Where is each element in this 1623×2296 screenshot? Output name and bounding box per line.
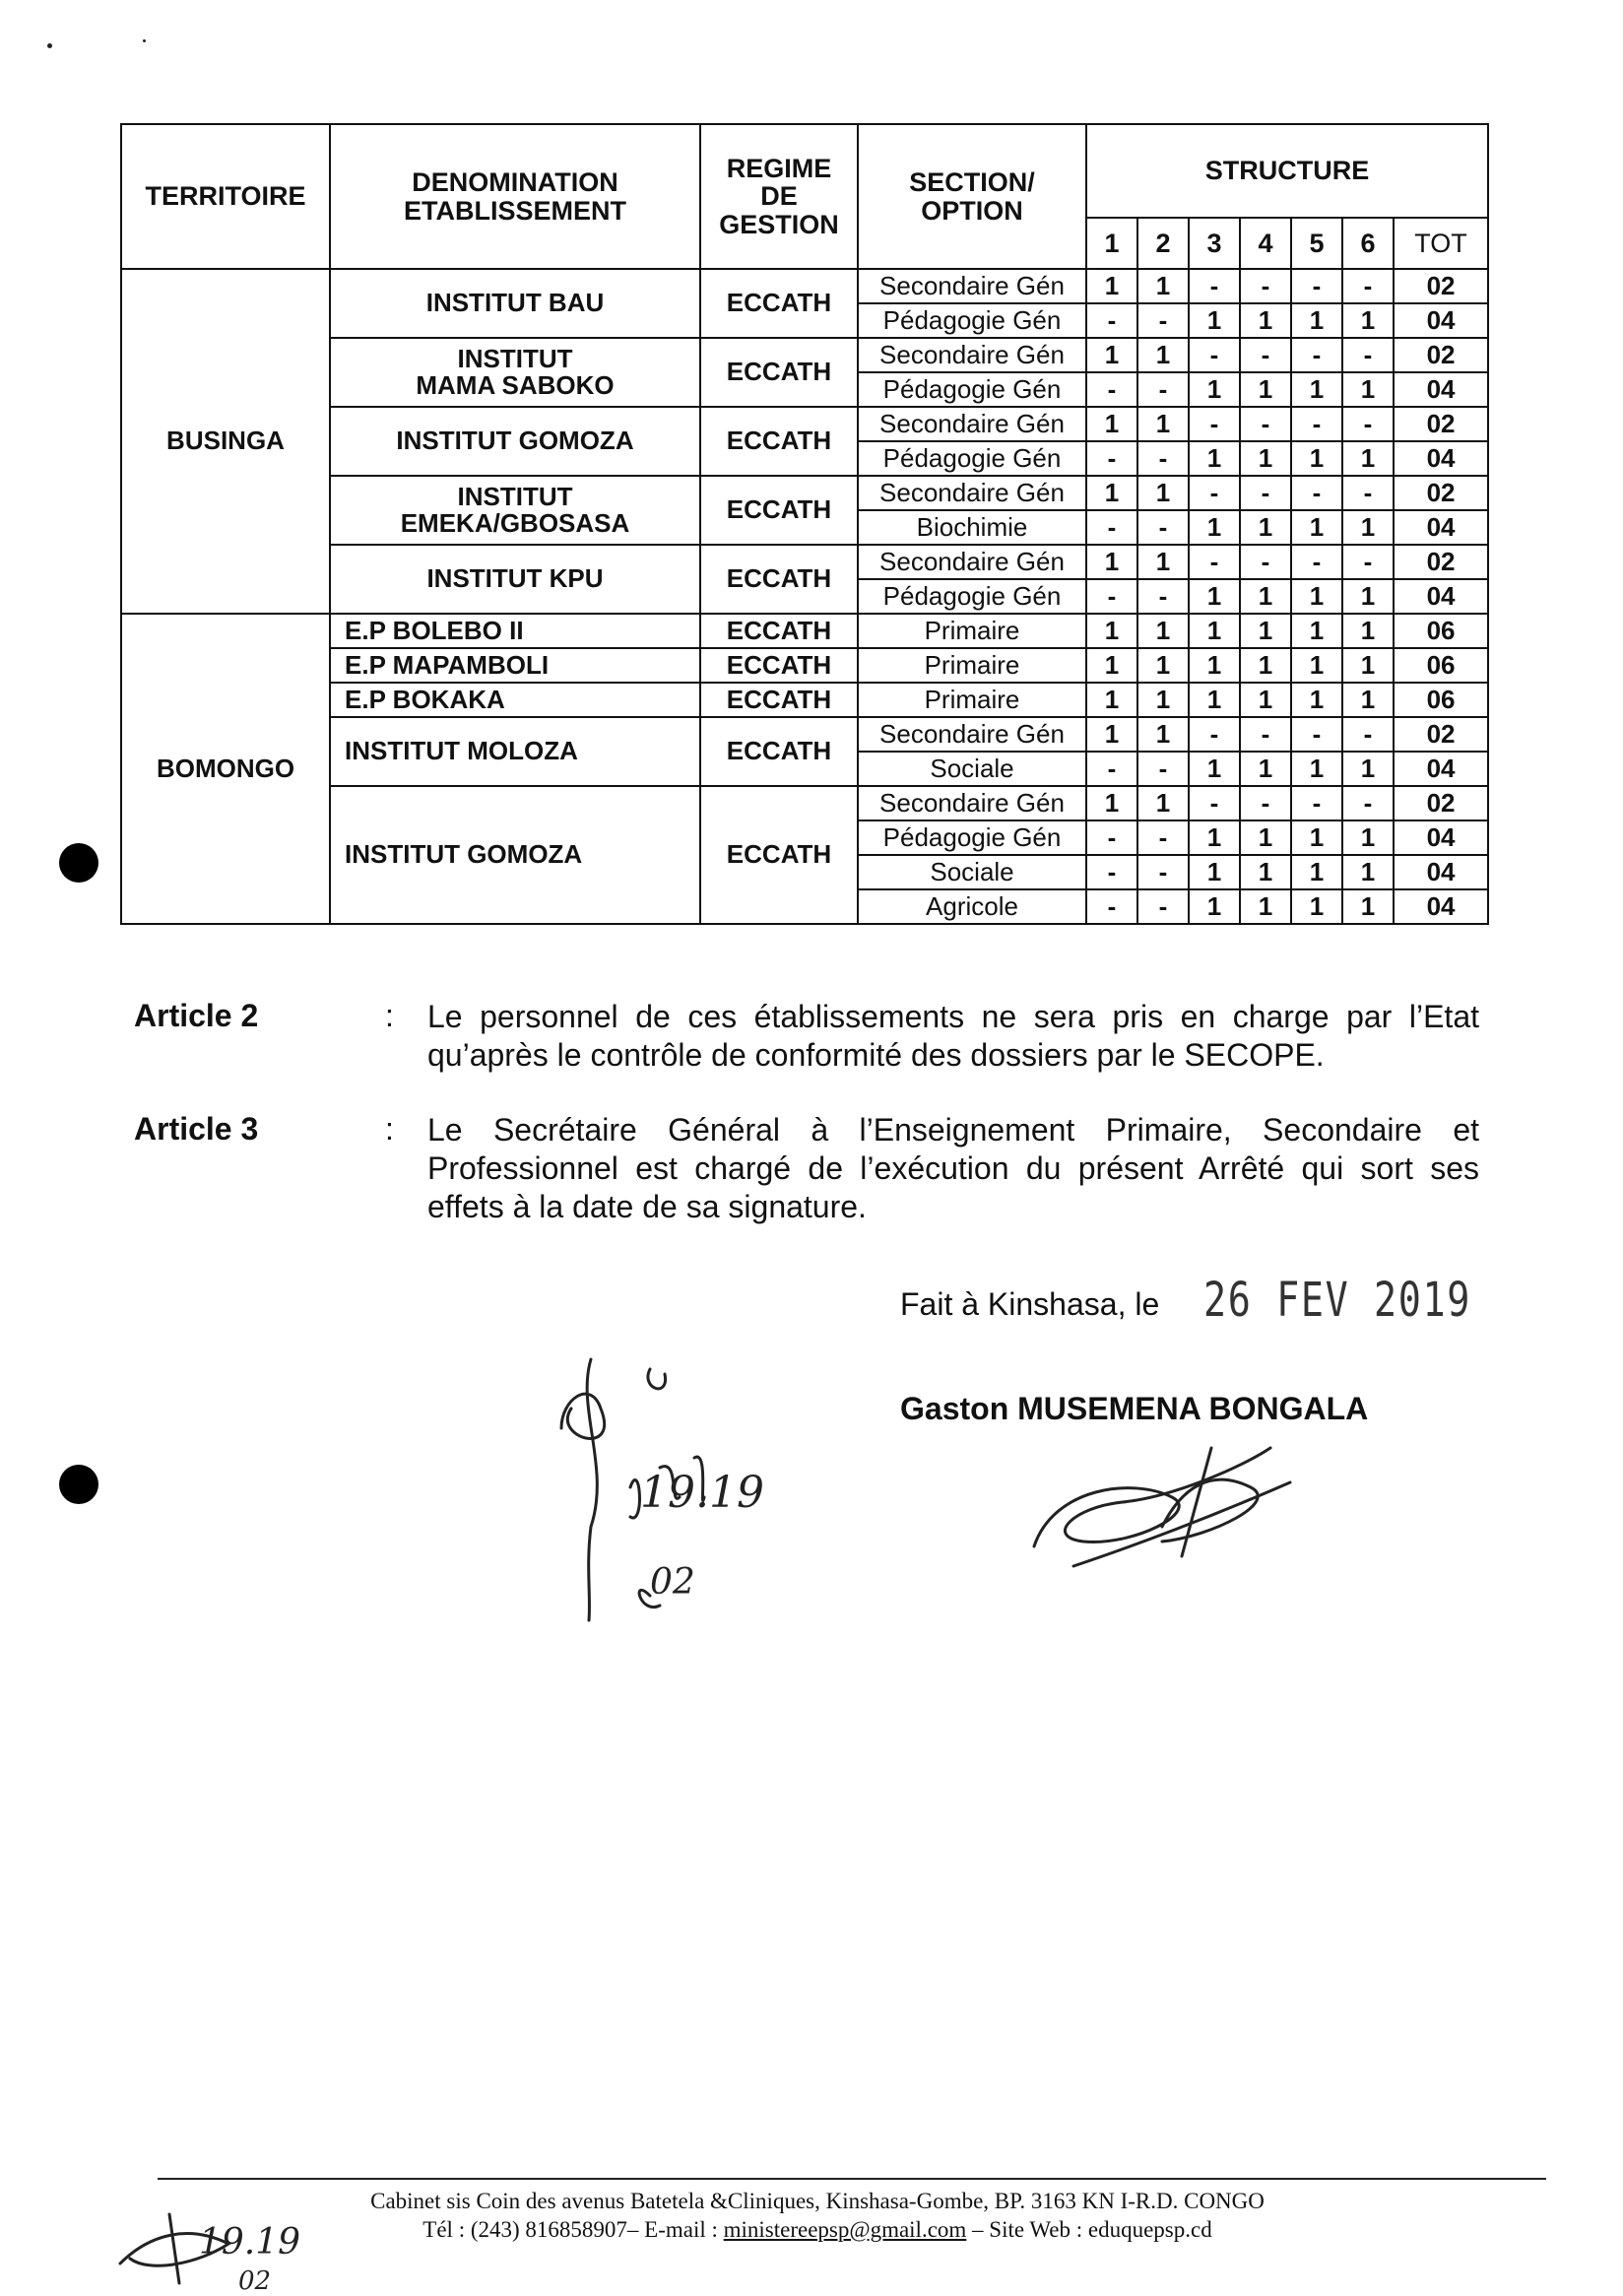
class-count-cell: 1 (1086, 717, 1137, 752)
total-cell: 04 (1394, 441, 1488, 476)
class-count-cell: 1 (1342, 648, 1394, 683)
class-count-cell: 1 (1189, 614, 1240, 648)
class-count-cell: 1 (1189, 752, 1240, 786)
class-count-cell: 1 (1086, 614, 1137, 648)
class-count-cell: - (1086, 820, 1137, 855)
class-count-cell: - (1137, 820, 1189, 855)
header-class: 5 (1291, 218, 1342, 269)
section-cell: Pédagogie Gén (858, 372, 1086, 407)
school-name-cell (330, 683, 700, 717)
class-count-cell: - (1189, 338, 1240, 372)
class-count-cell: 1 (1342, 752, 1394, 786)
footer-address: Cabinet sis Coin des avenus Batetela &Cliniques, Kinshasa-Gombe, BP. 3163 KN I-R.D. CONGO (370, 2189, 1265, 2213)
school-name-line: INSTITUT GOMOZA (345, 839, 583, 870)
class-count-cell: 1 (1086, 648, 1137, 683)
article-colon: : (385, 1111, 394, 1147)
class-count-cell: - (1291, 269, 1342, 303)
footer-website: – Site Web : eduquepsp.cd (966, 2217, 1212, 2242)
class-count-cell: 1 (1291, 683, 1342, 717)
section-cell: Secondaire Gén (858, 545, 1086, 579)
regime-cell: ECCATH (700, 338, 858, 407)
class-count-cell: - (1086, 441, 1137, 476)
section-cell: Biochimie (858, 510, 1086, 545)
total-cell: 02 (1394, 545, 1488, 579)
footer-email-link[interactable]: ministereepsp@gmail.com (723, 2217, 967, 2242)
total-cell: 02 (1394, 338, 1488, 372)
class-count-cell: - (1291, 338, 1342, 372)
class-count-cell: 1 (1240, 683, 1291, 717)
class-count-cell: 1 (1086, 407, 1137, 441)
total-cell: 04 (1394, 372, 1488, 407)
class-count-cell: 1 (1137, 786, 1189, 820)
class-count-cell: 1 (1240, 303, 1291, 338)
class-count-cell: 1 (1342, 683, 1394, 717)
class-count-cell: - (1189, 786, 1240, 820)
total-cell: 04 (1394, 303, 1488, 338)
class-count-cell: 1 (1137, 683, 1189, 717)
total-cell: 02 (1394, 476, 1488, 510)
handwritten-note: 19.19 (199, 2222, 301, 2263)
class-count-cell: - (1137, 579, 1189, 614)
class-count-cell: - (1342, 717, 1394, 752)
class-count-cell: 1 (1189, 510, 1240, 545)
regime-cell: ECCATH (700, 545, 858, 614)
table-body (121, 269, 1488, 924)
section-cell: Pédagogie Gén (858, 303, 1086, 338)
section-cell: Agricole (858, 889, 1086, 924)
class-count-cell: - (1189, 717, 1240, 752)
class-count-cell: 1 (1342, 889, 1394, 924)
regime-cell: ECCATH (700, 717, 858, 786)
school-name-line: INSTITUT (457, 343, 573, 373)
section-cell: Pédagogie Gén (858, 441, 1086, 476)
class-count-cell: 1 (1342, 579, 1394, 614)
total-cell: 04 (1394, 752, 1488, 786)
school-name-line: E.P BOLEBO II (345, 615, 524, 645)
header-class: 3 (1189, 218, 1240, 269)
class-count-cell: 1 (1189, 889, 1240, 924)
class-count-cell: - (1291, 407, 1342, 441)
header-regime-line: REGIME (726, 153, 832, 183)
class-count-cell: 1 (1291, 752, 1342, 786)
class-count-cell: - (1240, 545, 1291, 579)
class-count-cell: - (1137, 889, 1189, 924)
school-name-line: E.P BOKAKA (345, 684, 505, 714)
class-count-cell: - (1240, 717, 1291, 752)
school-name-line: E.P MAPAMBOLI (345, 649, 550, 680)
article-label: Article 3 (134, 1111, 259, 1147)
class-count-cell: - (1086, 372, 1137, 407)
class-count-cell: 1 (1240, 579, 1291, 614)
class-count-cell: - (1137, 303, 1189, 338)
section-cell: Primaire (858, 614, 1086, 648)
class-count-cell: 1 (1137, 717, 1189, 752)
place-date-line: Fait à Kinshasa, le (900, 1286, 1160, 1322)
school-name-line: INSTITUT GOMOZA (396, 426, 634, 456)
territoire-cell: BOMONGO (121, 614, 330, 924)
class-count-cell: 1 (1086, 683, 1137, 717)
total-cell: 02 (1394, 407, 1488, 441)
class-count-cell: 1 (1291, 820, 1342, 855)
footer-contact (295, 2215, 1339, 2244)
class-count-cell: 1 (1137, 407, 1189, 441)
class-count-cell: - (1137, 752, 1189, 786)
class-count-cell: 1 (1086, 269, 1137, 303)
total-cell: 04 (1394, 855, 1488, 889)
section-cell: Secondaire Gén (858, 338, 1086, 372)
school-name-cell (330, 407, 700, 476)
total-cell: 06 (1394, 683, 1488, 717)
header-territoire: TERRITOIRE (121, 124, 330, 269)
class-count-cell: 1 (1189, 441, 1240, 476)
school-name-cell (330, 648, 700, 683)
total-cell: 04 (1394, 820, 1488, 855)
class-count-cell: - (1240, 476, 1291, 510)
article-text: Le Secrétaire Général à l’Enseignement Primaire, Secondaire et Professionnel est chargé de l’exécution du présent Arrêté qui sort ses effets à la date de sa signature. (427, 1112, 1479, 1224)
class-count-cell: 1 (1342, 372, 1394, 407)
class-count-cell: 1 (1189, 303, 1240, 338)
school-name-cell (330, 786, 700, 924)
total-cell: 02 (1394, 717, 1488, 752)
section-cell: Secondaire Gén (858, 786, 1086, 820)
class-count-cell: 1 (1291, 614, 1342, 648)
regime-cell: ECCATH (700, 786, 858, 924)
scan-speck (143, 39, 146, 42)
class-count-cell: - (1342, 786, 1394, 820)
signature-scribble (1014, 1428, 1320, 1606)
regime-cell: ECCATH (700, 269, 858, 338)
class-count-cell: - (1086, 752, 1137, 786)
class-count-cell: 1 (1086, 338, 1137, 372)
school-name-cell (330, 717, 700, 786)
class-count-cell: - (1342, 476, 1394, 510)
article-colon: : (385, 998, 394, 1033)
regime-cell: ECCATH (700, 683, 858, 717)
class-count-cell: 1 (1086, 476, 1137, 510)
section-cell: Secondaire Gén (858, 476, 1086, 510)
class-count-cell: 1 (1240, 820, 1291, 855)
class-count-cell: 1 (1342, 510, 1394, 545)
signatory-name: Gaston MUSEMENA BONGALA (900, 1391, 1369, 1426)
class-count-cell: 1 (1342, 820, 1394, 855)
class-count-cell: 1 (1240, 372, 1291, 407)
school-name-cell (330, 545, 700, 614)
class-count-cell: - (1291, 476, 1342, 510)
class-count-cell: 1 (1240, 614, 1291, 648)
total-cell: 02 (1394, 269, 1488, 303)
regime-cell: ECCATH (700, 648, 858, 683)
class-count-cell: 1 (1291, 855, 1342, 889)
class-count-cell: 1 (1137, 476, 1189, 510)
table-row (121, 614, 1488, 648)
regime-cell: ECCATH (700, 407, 858, 476)
class-count-cell: - (1137, 441, 1189, 476)
total-cell: 04 (1394, 889, 1488, 924)
class-count-cell: 1 (1137, 648, 1189, 683)
binder-hole (59, 1465, 98, 1504)
section-cell: Pédagogie Gén (858, 820, 1086, 855)
footer (295, 2187, 1339, 2244)
section-cell: Sociale (858, 855, 1086, 889)
header-class: 1 (1086, 218, 1137, 269)
school-name-line: EMEKA/GBOSASA (400, 508, 630, 538)
date-stamp: 26 FEV 2019 (1203, 1273, 1471, 1328)
class-count-cell: 1 (1189, 855, 1240, 889)
header-structure: STRUCTURE (1086, 124, 1488, 218)
handwritten-note: 02 (238, 2266, 272, 2296)
header-regime (700, 124, 858, 269)
class-count-cell: - (1342, 269, 1394, 303)
class-count-cell: 1 (1291, 441, 1342, 476)
header-section-line: SECTION/ (909, 167, 1035, 198)
class-count-cell: 1 (1240, 648, 1291, 683)
total-cell: 06 (1394, 648, 1488, 683)
binder-hole (59, 843, 98, 883)
class-count-cell: 1 (1240, 510, 1291, 545)
class-count-cell: - (1137, 372, 1189, 407)
header-regime-line: DE (760, 181, 798, 212)
school-name-cell (330, 338, 700, 407)
class-count-cell: 1 (1291, 648, 1342, 683)
class-count-cell: 1 (1240, 855, 1291, 889)
class-count-cell: 1 (1342, 441, 1394, 476)
section-cell: Secondaire Gén (858, 717, 1086, 752)
footer-rule (158, 2178, 1546, 2180)
handwritten-note: 02 (650, 1562, 695, 1603)
school-name-cell (330, 269, 700, 338)
class-count-cell: 1 (1342, 303, 1394, 338)
class-count-cell: - (1240, 338, 1291, 372)
section-cell: Primaire (858, 683, 1086, 717)
school-name-line: INSTITUT MOLOZA (345, 736, 578, 766)
class-count-cell: 1 (1189, 648, 1240, 683)
header-class: 6 (1342, 218, 1394, 269)
section-cell: Secondaire Gén (858, 269, 1086, 303)
footer-phone: Tél : (243) 816858907– E-mail : (422, 2217, 724, 2242)
class-count-cell: 1 (1137, 269, 1189, 303)
class-count-cell: 1 (1291, 303, 1342, 338)
regime-cell: ECCATH (700, 476, 858, 545)
total-cell: 02 (1394, 786, 1488, 820)
class-count-cell: 1 (1189, 579, 1240, 614)
schools-table (120, 123, 1489, 925)
article-label: Article 2 (134, 998, 259, 1033)
class-count-cell: - (1137, 855, 1189, 889)
class-count-cell: - (1086, 579, 1137, 614)
class-count-cell: - (1342, 338, 1394, 372)
class-count-cell: 1 (1291, 889, 1342, 924)
header-denomination-line: ETABLISSEMENT (403, 195, 626, 226)
section-cell: Primaire (858, 648, 1086, 683)
article-text: Le personnel de ces établissements ne sera pris en charge par l’Etat qu’après le contrôle de conformité des dossiers par le SECOPE. (427, 999, 1479, 1073)
class-count-cell: - (1086, 855, 1137, 889)
class-count-cell: - (1086, 510, 1137, 545)
territoire-cell: BUSINGA (121, 269, 330, 614)
class-count-cell: 1 (1342, 614, 1394, 648)
school-name-line: INSTITUT BAU (425, 288, 605, 318)
class-count-cell: - (1189, 476, 1240, 510)
section-cell: Pédagogie Gén (858, 579, 1086, 614)
class-count-cell: - (1240, 269, 1291, 303)
class-count-cell: 1 (1240, 889, 1291, 924)
class-count-cell: 1 (1291, 510, 1342, 545)
class-count-cell: - (1137, 510, 1189, 545)
class-count-cell: 1 (1137, 545, 1189, 579)
class-count-cell: - (1189, 545, 1240, 579)
class-count-cell: 1 (1137, 338, 1189, 372)
class-count-cell: 1 (1291, 372, 1342, 407)
scan-speck (47, 43, 52, 48)
header-class: 4 (1240, 218, 1291, 269)
class-count-cell: - (1189, 269, 1240, 303)
handwritten-note: 19.19 (640, 1468, 764, 1518)
class-count-cell: 1 (1189, 372, 1240, 407)
header-section-line: OPTION (921, 195, 1023, 226)
class-count-cell: 1 (1137, 614, 1189, 648)
class-count-cell: - (1342, 407, 1394, 441)
school-name-line: MAMA SABOKO (416, 370, 615, 400)
section-cell: Sociale (858, 752, 1086, 786)
class-count-cell: 1 (1291, 579, 1342, 614)
school-name-cell (330, 476, 700, 545)
class-count-cell: - (1342, 545, 1394, 579)
class-count-cell: - (1240, 407, 1291, 441)
school-name-line: INSTITUT (457, 481, 573, 511)
table-row (121, 269, 1488, 303)
school-name-cell (330, 614, 700, 648)
total-cell: 04 (1394, 579, 1488, 614)
class-count-cell: 1 (1189, 683, 1240, 717)
class-count-cell: - (1086, 303, 1137, 338)
header-section (858, 124, 1086, 269)
class-count-cell: 1 (1240, 752, 1291, 786)
total-cell: 06 (1394, 614, 1488, 648)
class-count-cell: - (1086, 889, 1137, 924)
initials-scribble (532, 1349, 764, 1625)
class-count-cell: 1 (1086, 545, 1137, 579)
class-count-cell: - (1291, 717, 1342, 752)
regime-cell: ECCATH (700, 614, 858, 648)
class-count-cell: 1 (1086, 786, 1137, 820)
header-total: TOT (1394, 218, 1488, 269)
total-cell: 04 (1394, 510, 1488, 545)
class-count-cell: 1 (1342, 855, 1394, 889)
class-count-cell: - (1291, 545, 1342, 579)
header-class: 2 (1137, 218, 1189, 269)
class-count-cell: 1 (1189, 820, 1240, 855)
header-regime-line: GESTION (719, 209, 839, 239)
school-name-line: INSTITUT KPU (426, 563, 604, 594)
class-count-cell: - (1291, 786, 1342, 820)
class-count-cell: - (1189, 407, 1240, 441)
section-cell: Secondaire Gén (858, 407, 1086, 441)
header-denomination-line: DENOMINATION (412, 167, 618, 198)
class-count-cell: - (1240, 786, 1291, 820)
header-denomination (330, 124, 700, 269)
class-count-cell: 1 (1240, 441, 1291, 476)
